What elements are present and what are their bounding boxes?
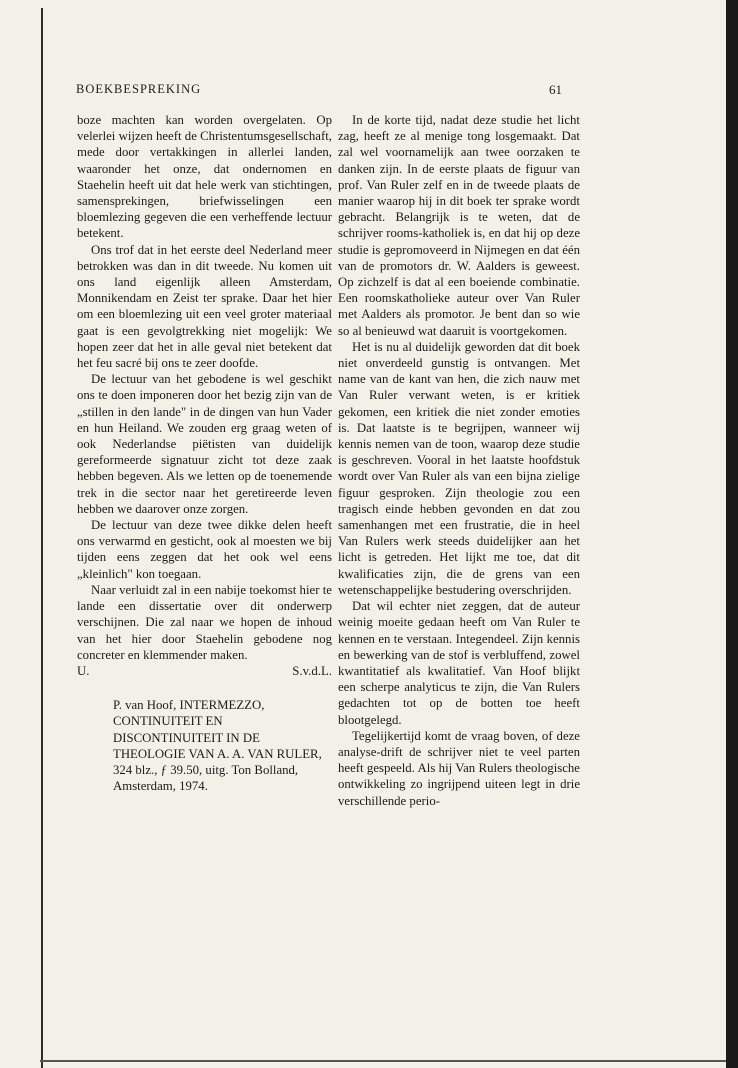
signature-initial: U.: [77, 663, 90, 678]
left-column: [77, 112, 332, 794]
page-number: 61: [549, 82, 562, 97]
page-edge-shadow: [41, 8, 43, 1068]
right-column: [338, 112, 580, 809]
paragraph: Naar verluidt zal in een nabije toekomst hier te lande een dissertatie over dit onderwerp verschijnen. Die zal naar we hopen de inhoud van het hier door Staehelin gebodene nog concreter en klemmender maken.: [77, 582, 332, 662]
paragraph: Het is nu al duidelijk geworden dat dit boek niet onverdeeld gunstig is ontvangen. Met name van de kant van hen, die zich nauw met Van Ruler verwant weten, is er kritiek gekomen, een kritiek die niet zonder emoties is. Dat laatste is te begrijpen, wanneer wij kennis nemen van de toon, waarop deze studie is geschreven. Vooral in het laatste hoofdstuk wordt over Van Ruler als van een bijna zielige figuur gesproken. Zijn theologie zou een tragisch einde hebben gevonden en dat zou samenhangen met een frustratie, die in heel Van Rulers werk steeds duidelijker aan het licht is getreden. Het lijkt me toe, dat dit kwalificaties zijn, die de grens van een wetenschappelijke bestudering overschrijden.: [338, 339, 580, 597]
signature-row: [77, 663, 332, 679]
paragraph: De lectuur van het gebodene is wel geschikt ons te doen imponeren door het bezig zijn van de „stillen in den lande" in de dingen van hun Vader en hun Heiland. We zouden erg graag weten of ook Nederlandse piëtisten van duidelijk gereformeerde signatuur zicht tot deze zaak hebben begeven. Als we letten op de toenemende trek in die sector naar het geretireerde leven hebben we daarover onze zorgen.: [77, 372, 332, 516]
paragraph: boze machten kan worden overgelaten. Op velerlei wijzen heeft de Christentumsgesellschaft, mede door vertakkingen in allerlei landen, waaronder het onze, dat ondernomen en Staehelin heeft uit dat hele werk van stichtingen, samensprekingen, briefwisselingen een bloemlezing gegeven die een verheffende lectuur betekent.: [77, 113, 332, 241]
paragraph: Tegelijkertijd komt de vraag boven, of deze analyse-drift de schrijver niet te veel parten heeft gespeeld. Als hij Van Rulers theologische ontwikkeling zo ingrijpend uiteen legt in drie verschillende perio-: [338, 728, 580, 808]
paragraph: In de korte tijd, nadat deze studie het licht zag, heeft ze al menige tong losgemaakt. Dat zal wel voornamelijk aan twee oorzaken te danken zijn. In de eerste plaats de figuur van prof. Van Ruler zelf en in de tweede plaats de manier waarop hij in dit boek ter sprake wordt gebracht. Belangrijk is te weten, dat de schrijver rooms-katholiek is, en dat hij op deze studie is gepromoveerd in Nijmegen en dat één van de promotors dr. W. Aalders is geweest. Op zichzelf is dat al een boeiende combinatie. Een roomskatholieke auteur over Van Ruler met Aalders als promotor. Je bent dan so wie so al benieuwd wat daaruit is voortgekomen.: [338, 113, 580, 338]
reviewer-signature: S.v.d.L.: [292, 663, 332, 678]
running-head: BOEKBESPREKING: [76, 82, 202, 96]
paragraph: De lectuur van deze twee dikke delen heeft ons verwarmd en gesticht, ook al moesten we bij tijden eens zeggen dat het ook wel eens „kleinlich" kon toegaan.: [77, 518, 332, 581]
book-reference: P. van Hoof, INTERMEZZO, CONTINUITEIT EN DISCONTINUITEIT IN DE THEOLOGIE VAN A. A. VAN RULER, 324 blz., ƒ 39.50, uitg. Ton Bolland, Amsterdam, 1974.: [113, 698, 322, 794]
paragraph: Dat wil echter niet zeggen, dat de auteur weinig moeite gedaan heeft om Van Ruler te kennen en te verstaan. Integendeel. Zijn kennis en bewerking van de stof is verbluffend, zowel kwantitatief als kwalitatief. Van Hoof blijkt een scherpe analyticus te zijn, die Van Rulers gedachten tot op de botten toe heeft blootgelegd.: [338, 599, 580, 727]
paragraph: Ons trof dat in het eerste deel Nederland meer betrokken was dan in dit tweede. Nu komen uit ons land eigenlijk alleen Amsterdam, Monnikendam en Zeist ter sprake. Daar het hier om een bloemlezing uit een veel groter materiaal gaat is een gevolgtrekking niet mogelijk: We hopen zeer dat het in alle geval niet betekent dat het feu sacré bij ons te zeer doofde.: [77, 242, 332, 371]
page-bottom-edge: [40, 1060, 726, 1062]
